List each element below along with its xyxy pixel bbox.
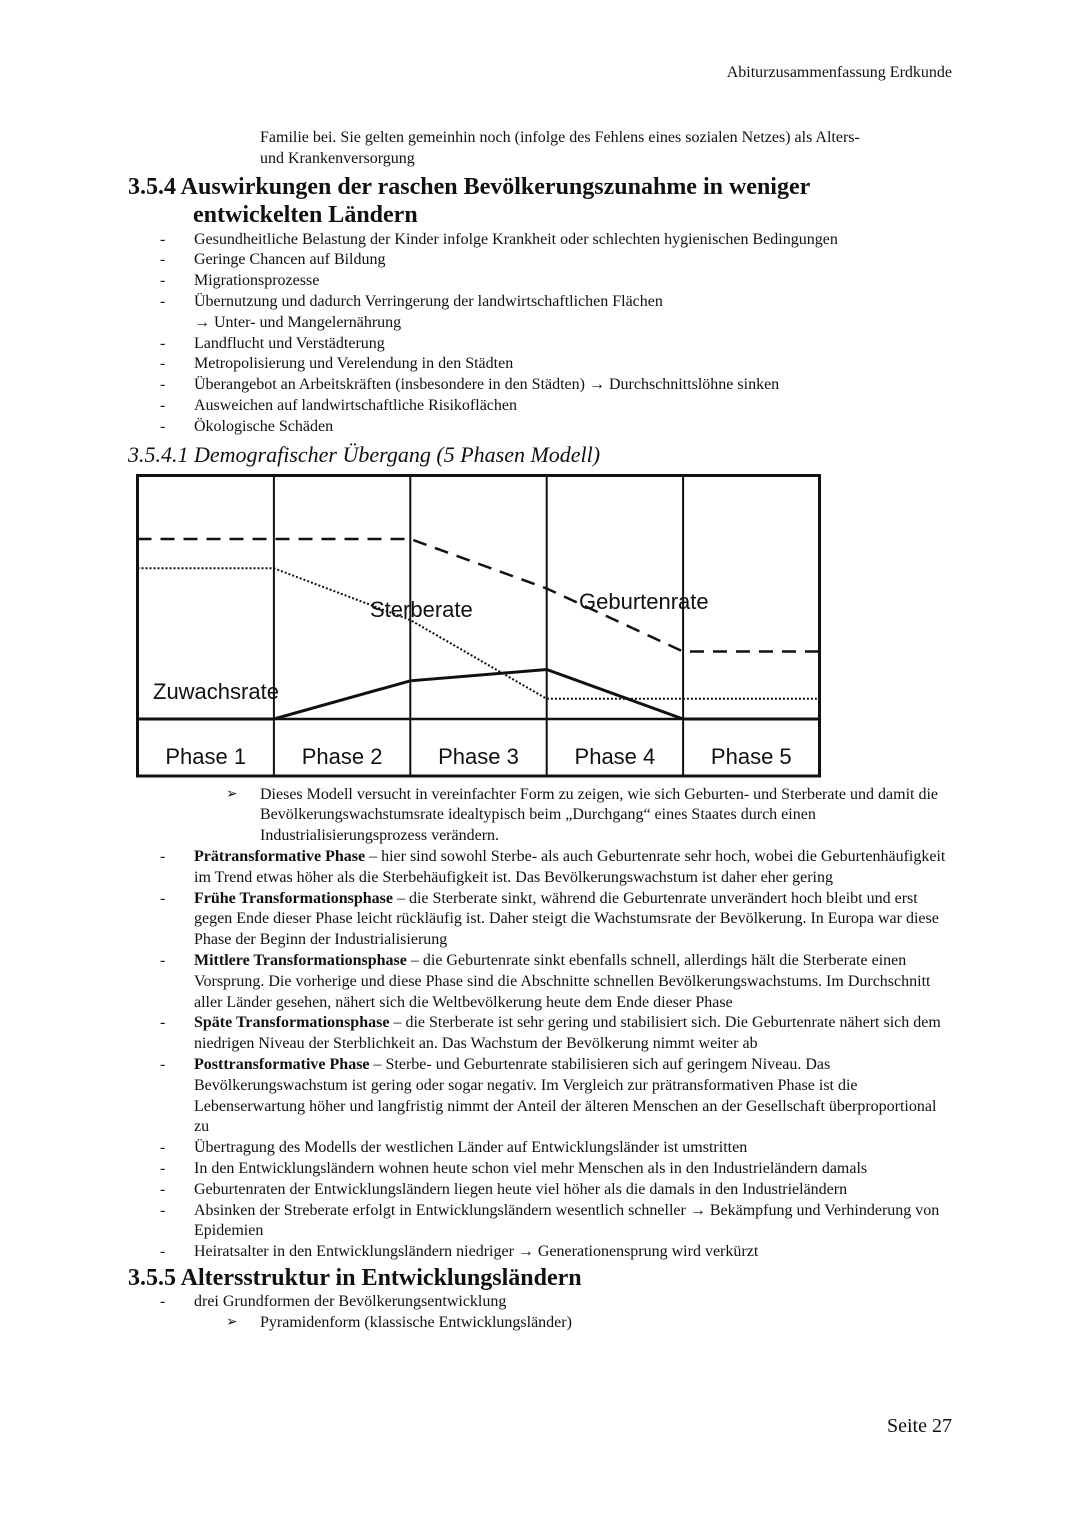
- list-item: - drei Grundformen der Bevölkerungsentwicklung: [0, 1292, 1080, 1313]
- phase-label: Phase 2: [301, 743, 383, 769]
- age-structure-list: [0, 1292, 1080, 1313]
- list-item: - Metropolisierung und Verelendung in den Städten: [0, 354, 1080, 375]
- list-item: - In den Entwicklungsländern wohnen heute schon viel mehr Menschen als in den Industrieländern damals: [0, 1159, 1080, 1180]
- list-item: - Gesundheitliche Belastung der Kinder infolge Krankheit oder schlechten hygienischen Bedingungen: [0, 230, 1080, 251]
- phase-label: Phase 1: [165, 743, 247, 769]
- list-item: - Absinken der Streberate erfolgt in Entwicklungsländern wesentlich schneller → Bekämpfung und Verhinderung von Epidemien: [0, 1201, 1080, 1243]
- list-item-subline: → Unter- und Mangelernährung: [194, 313, 402, 331]
- phase-term: Frühe Transformationsphase: [194, 889, 393, 907]
- label-zuwachsrate: Zuwachsrate: [153, 678, 279, 704]
- intro-line-1: Familie bei. Sie gelten gemeinhin noch (infolge des Fehlens eines sozialen Netzes) als Alters-: [260, 129, 860, 146]
- list-item: [0, 889, 1080, 951]
- phase-label: Phase 3: [438, 743, 519, 769]
- heading-3-5-4-1: 3.5.4.1 Demografischer Übergang (5 Phasen Modell): [128, 441, 601, 467]
- demographic-transition-chart: [136, 474, 821, 780]
- label-sterberate: Sterberate: [370, 596, 473, 622]
- phase-text: – die Geburtenrate sinkt ebenfalls schnell, allerdings hält die Sterberate einen Vorsprung. Die vorherige und diese Phase sind die Abschnitte schnellen Bevölkerungswachstums. Im Durchschnitt aller Länder gesehen, nähert sich die Weltbevölkerung heute dem Ende dieser Phase: [194, 951, 931, 1011]
- intro-line-2: und Krankenversorgung: [260, 149, 415, 167]
- heading-3-5-4: [0, 173, 1080, 230]
- phase-text: – hier sind sowohl Sterbe- als auch Geburtenrate sehr hoch, wobei die Geburtenhäufigkeit im Trend etwas höher als die Sterbehäufigkeit ist. Das Bevölkerungswachstum ist daher eher gering: [194, 847, 946, 886]
- phase-text: – Sterbe- und Geburtenrate stabilisieren sich auf geringem Niveau. Das Bevölkerungswachstum ist gering oder sogar negativ. Im Vergleich zur prätransformativen Phase ist die Lebenserwartung höher und langfristig nimmt der Anteil der älteren Menschen an der Gesellschaft überproportional zu: [194, 1055, 937, 1136]
- list-item: - Geburtenraten der Entwicklungsländern liegen heute viel höher als die damals in den Industrieländern: [0, 1180, 1080, 1201]
- chart-svg: [136, 474, 821, 778]
- phase-term: Posttransformative Phase: [194, 1055, 370, 1073]
- list-item: - Überangebot an Arbeitskräften (insbesondere in den Städten) → Durchschnittslöhne sinken: [0, 375, 1080, 396]
- list-item: - Ausweichen auf landwirtschaftliche Risikoflächen: [0, 396, 1080, 417]
- page-header: Abiturzusammenfassung Erdkunde: [726, 64, 952, 81]
- heading-3-5-5: 3.5.5 Altersstruktur in Entwicklungsländern: [128, 1264, 582, 1291]
- list-item: [0, 1055, 1080, 1138]
- arrow-bullet-icon: ➢: [226, 1315, 238, 1331]
- list-item: [0, 847, 1080, 889]
- list-item: - Übertragung des Modells der westlichen Länder auf Entwicklungsländer ist umstritten: [0, 1138, 1080, 1159]
- heading-3-5-4-line1: 3.5.4 Auswirkungen der raschen Bevölkerungszunahme in weniger: [128, 173, 811, 200]
- page-content: [0, 128, 1080, 1334]
- phase-text: – die Sterberate ist sehr gering und stabilisiert sich. Die Geburtenrate nähert sich dem niedrigen Niveau der Sterblichkeit an. Das Wachstum der Bevölkerung nimmt weiter ab: [194, 1014, 941, 1053]
- effects-list: [0, 230, 1080, 438]
- age-structure-subitem: [0, 1313, 1080, 1334]
- list-item: [0, 951, 1080, 1013]
- model-note-text: Dieses Modell versucht in vereinfachter Form zu zeigen, wie sich Geburten- und Sterberate und damit die Bevölkerungswachstumsrate idealtypisch beim „Durchgang“ eines Staates durch einen Industrialisierungsprozess verändern.: [260, 785, 938, 845]
- heading-3-5-4-line2: entwickelten Ländern: [193, 202, 418, 229]
- list-item-text: Übernutzung und dadurch Verringerung der landwirtschaftlichen Flächen: [194, 292, 663, 310]
- phase-text: – die Sterberate sinkt, während die Geburtenrate unverändert hoch bleibt und erst gegen Ende dieser Phase leicht rückläufig ist. Daher steigt die Wachstumsrate der Bevölkerung. In Europa war diese Phase der Beginn der Industrialisierung: [194, 889, 939, 949]
- list-item: - Geringe Chancen auf Bildung: [0, 250, 1080, 271]
- phase-term: Mittlere Transformationsphase: [194, 951, 407, 969]
- list-item: - Heiratsalter in den Entwicklungsländern niedriger → Generationensprung wird verkürzt: [0, 1242, 1080, 1263]
- list-item: [0, 292, 1080, 334]
- page-number: Seite 27: [887, 1415, 952, 1437]
- age-structure-subitem-text: Pyramidenform (klassische Entwicklungsländer): [260, 1314, 572, 1332]
- arrow-bullet-icon: ➢: [226, 786, 238, 802]
- phases-list: [0, 847, 1080, 1263]
- list-item: - Landflucht und Verstädterung: [0, 334, 1080, 355]
- list-item: - Migrationsprozesse: [0, 271, 1080, 292]
- model-note: [0, 785, 1080, 847]
- chart-frame: [138, 475, 820, 776]
- label-geburtenrate: Geburtenrate: [579, 588, 709, 614]
- phase-label: Phase 5: [710, 743, 792, 769]
- list-item: - Ökologische Schäden: [0, 417, 1080, 438]
- phase-term: Späte Transformationsphase: [194, 1014, 390, 1032]
- list-item: [0, 1013, 1080, 1055]
- phase-label: Phase 4: [574, 743, 656, 769]
- phase-term: Prätransformative Phase: [194, 847, 366, 865]
